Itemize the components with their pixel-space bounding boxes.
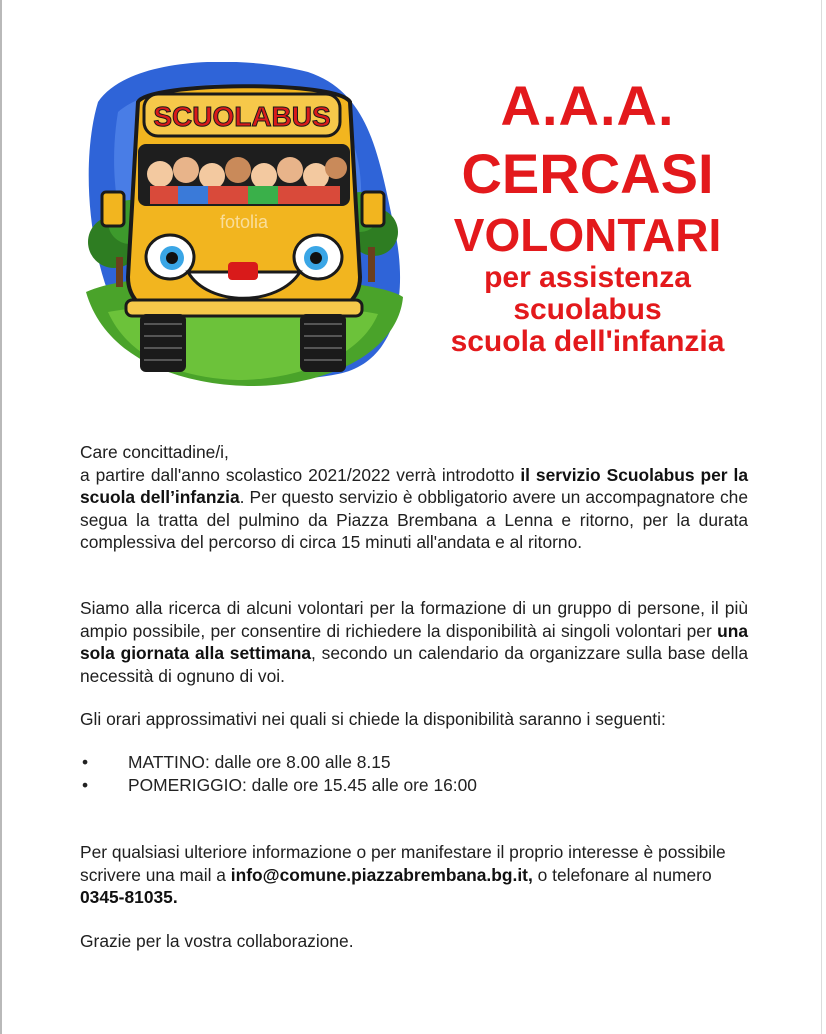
volunteers-paragraph [80, 597, 748, 687]
headline-subtitle-3: scuola dell'infanzia [450, 325, 725, 358]
greeting: Care concittadine/i, [80, 442, 229, 462]
intro-paragraph [80, 441, 748, 554]
one-day-bold: una sola giornata alla settimana [80, 620, 748, 663]
bullet-icon: • [82, 774, 89, 795]
headline-subtitle-1: per assistenza [484, 261, 691, 294]
headline-volontari: VOLONTARI [453, 209, 722, 261]
bus-sign-text: SCUOLABUS [153, 101, 331, 132]
contact-email[interactable]: info@comune.piazzabrembana.bg.it, [230, 864, 533, 885]
watermark-text: fotolia [219, 212, 269, 232]
schedule-afternoon: POMERIGGIO: dalle ore 15.45 alle ore 16:00 [128, 774, 477, 795]
school-bus-graphic [78, 62, 408, 390]
schedule-list [80, 751, 477, 796]
closing-line: Grazie per la vostra collaborazione. [80, 931, 354, 951]
headline-subtitle-2: scuolabus [513, 293, 662, 326]
list-item [80, 751, 477, 774]
volunteers-text-start: Siamo alla ricerca di alcuni volontari per la formazione di un gruppo di persone, il più ampio possibile, per consentire di richiedere la disponibilità ai singoli volontari per [80, 598, 748, 641]
contact-phone[interactable]: 0345-81035. [80, 887, 178, 907]
contact-text-start: Per qualsiasi ulteriore informazione o per manifestare il proprio interesse è possibile scrivere una mail a [80, 842, 726, 885]
contact-paragraph [80, 841, 748, 909]
service-description [80, 464, 748, 554]
school-bus-illustration [78, 62, 408, 390]
service-text-end: . Per questo servizio è obbligatorio avere un accompagnatore che segua la tratta del pulmino da Piazza Brembana a Lenna e ritorno, per la durata complessiva del percorso di circa 15 minuti all'andata e al ritorno. [80, 487, 748, 552]
headline-block [415, 72, 760, 358]
contact-text-middle: o telefonare al numero [532, 864, 712, 885]
page-right-edge [821, 0, 822, 1034]
volunteers-text-end: , secondo un calendario da organizzare sulla base della necessità di ognuno di voi. [80, 643, 748, 686]
service-name-bold: il servizio Scuolabus per la scuola dell’infanzia [80, 464, 748, 507]
bullet-icon: • [82, 752, 89, 772]
headline-aaa: A.A.A. [500, 74, 675, 137]
schedule-intro: Gli orari approssimativi nei quali si chiede la disponibilità saranno i seguenti: [80, 709, 666, 729]
service-text-start: a partire dall'anno scolastico 2021/2022 verrà introdotto [80, 464, 521, 485]
page-left-edge [0, 0, 2, 1034]
schedule-morning: MATTINO: dalle ore 8.00 alle 8.15 [128, 752, 391, 772]
list-item [80, 774, 477, 797]
headline-cercasi: CERCASI [461, 142, 714, 205]
